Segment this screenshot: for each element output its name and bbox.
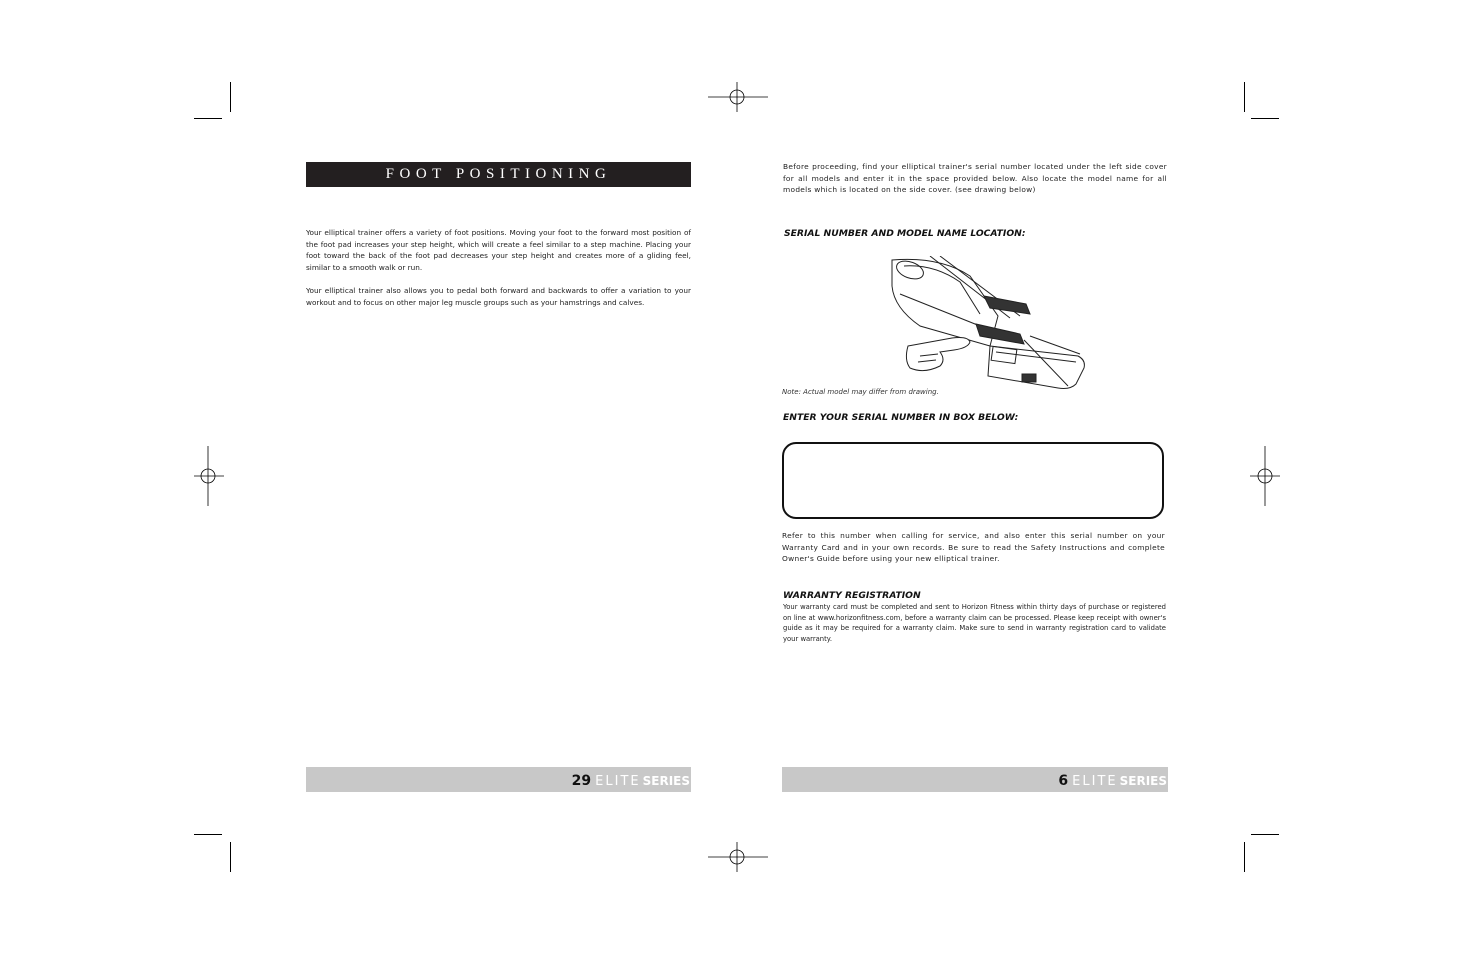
- page-title: FOOT POSITIONING: [306, 162, 691, 187]
- paragraph: Your elliptical trainer offers a variety of foot positions. Moving your foot to the forward most position of the foot pad increases your step height, which will create a feel similar to a step machine. Placing your foot toward the back of the foot pad decreases your step height and creates more of a gliding feel, similar to a smooth walk or run.: [306, 228, 691, 272]
- footer-elite: ELITE: [1072, 774, 1118, 789]
- serial-number-box: [782, 442, 1164, 519]
- crop-mark: [194, 118, 222, 119]
- crop-mark: [194, 834, 222, 835]
- crop-mark: [1251, 834, 1279, 835]
- drawing-note: Note: Actual model may differ from drawing.: [782, 388, 939, 396]
- intro-text: Before proceeding, find your elliptical trainer's serial number located under the left side cover for all models and enter it in the space provided below. Also locate the model name for all models which is located on the side cover. (see drawing below): [783, 162, 1167, 195]
- page-footer-right: [782, 767, 1168, 792]
- registration-mark-top: [708, 82, 768, 112]
- crop-mark: [230, 842, 231, 872]
- registration-mark-left: [194, 446, 224, 506]
- registration-mark-bottom: [708, 842, 768, 872]
- registration-mark-right: [1250, 446, 1280, 506]
- page-number: 6: [1058, 773, 1069, 789]
- refer-text: Refer to this number when calling for service, and also enter this serial number on your Warranty Card and in your own records. Be sure to read the Safety Instructions and complete Owner's Guide before using your new elliptical trainer.: [782, 531, 1165, 564]
- crop-mark: [1244, 842, 1245, 872]
- elliptical-trainer-drawing: [880, 256, 1088, 392]
- heading-enter-serial: ENTER YOUR SERIAL NUMBER IN BOX BELOW:: [783, 412, 1019, 423]
- footer-series: SERIES: [1119, 774, 1167, 788]
- page-number: 29: [571, 773, 592, 789]
- heading-warranty: WARRANTY REGISTRATION: [783, 590, 921, 601]
- warranty-text: Your warranty card must be completed and sent to Horizon Fitness within thirty days of purchase or registered on line at www.horizonfitness.com, before a warranty claim can be processed. Please keep receipt with owner's guide as it may be required for a warranty claim. Make sure to send in warranty registration card to validate your warranty.: [783, 603, 1166, 643]
- footer-elite: ELITE: [595, 774, 641, 789]
- heading-serial-location: SERIAL NUMBER AND MODEL NAME LOCATION:: [784, 228, 1026, 239]
- page-footer-left: [306, 767, 691, 792]
- foot-positioning-text: [306, 227, 691, 309]
- crop-mark: [1244, 82, 1245, 112]
- crop-mark: [1251, 118, 1279, 119]
- crop-mark: [230, 82, 231, 112]
- footer-series: SERIES: [642, 774, 690, 788]
- paragraph: Your elliptical trainer also allows you to pedal both forward and backwards to offer a variation to your workout and to focus on other major leg muscle groups such as your hamstrings and calves.: [306, 286, 691, 307]
